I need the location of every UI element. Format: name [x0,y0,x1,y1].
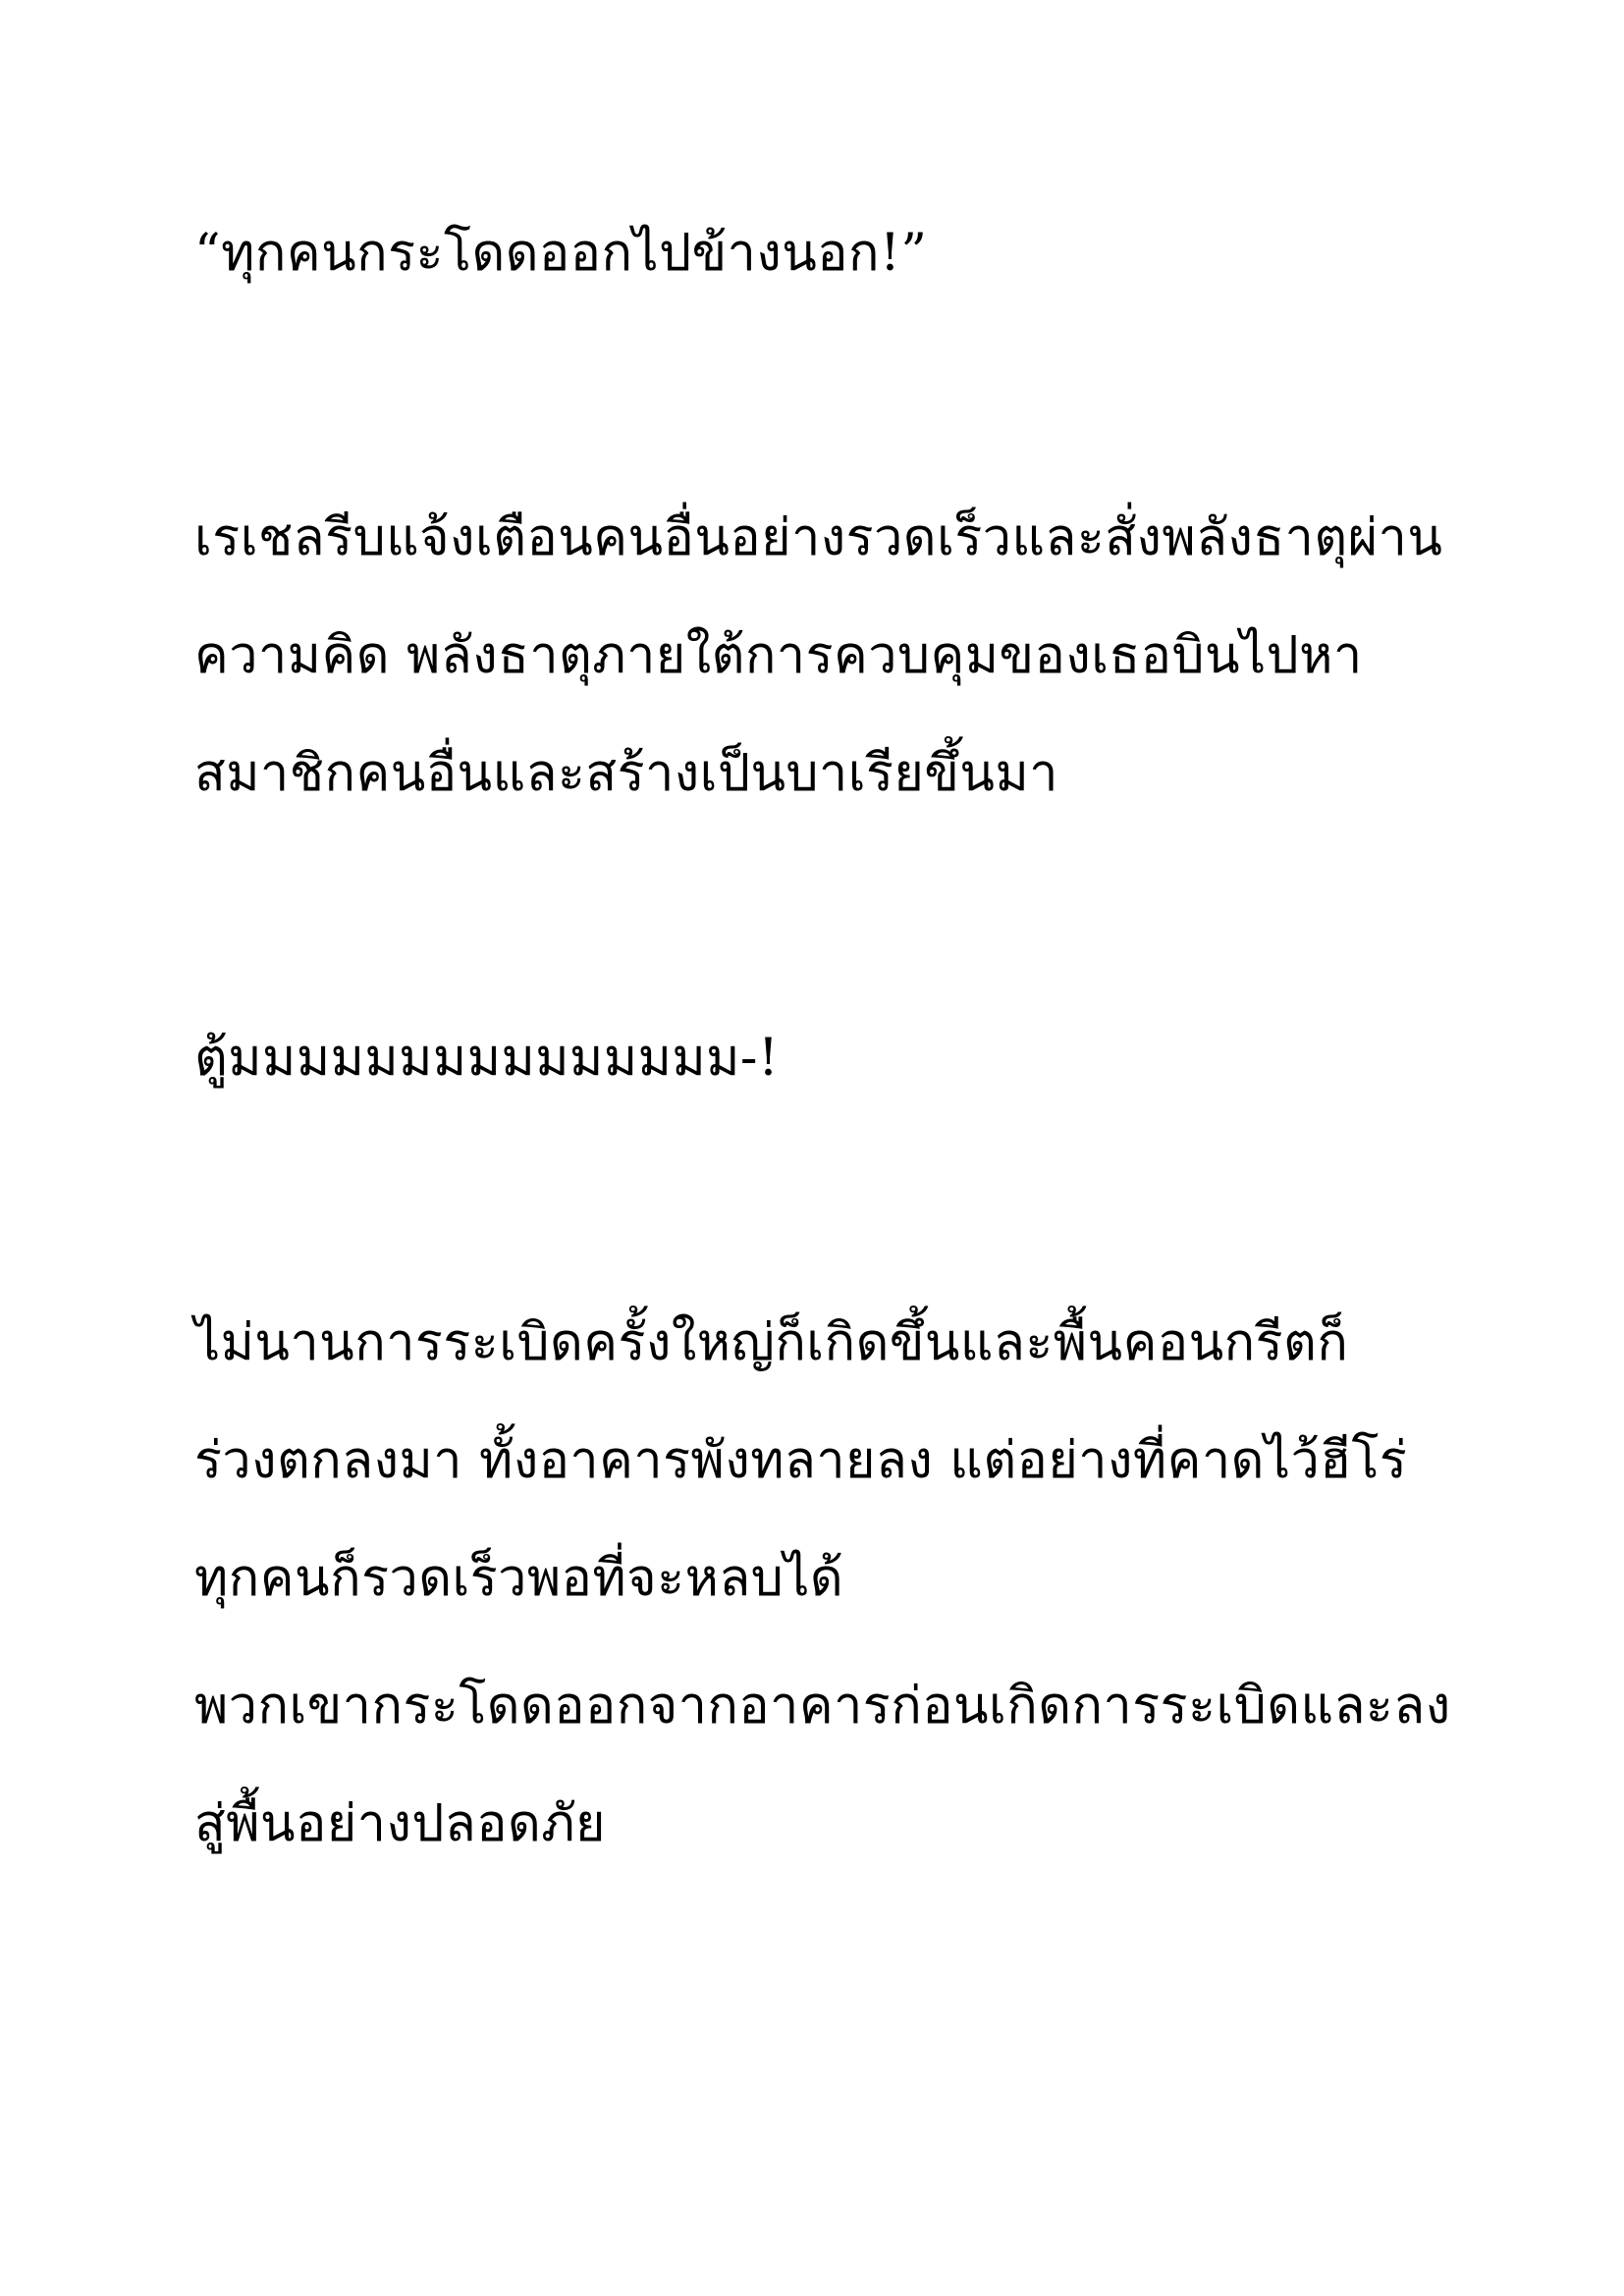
paragraph-line: ความคิด พลังธาตุภายใต้การควบคุมของเธอบินไปหา [194,626,1363,685]
paragraph-line: พวกเขากระโดดออกจากอาคารก่อนเกิดการระเบิดและลง [194,1677,1451,1735]
paragraph-line: สมาชิกคนอื่นและสร้างเป็นบาเรียขึ้นมา [194,744,1058,803]
paragraph-line: ร่วงตกลงมา ทั้งอาคารพังทลายลง แต่อย่างที่คาดไว้ฮีโร่ [194,1431,1408,1490]
paragraph-line: ไม่นานการระเบิดครั้งใหญ่ก็เกิดขึ้นและพื้นคอนกรีตก็ [194,1313,1349,1372]
dialogue-line: “ทุกคนกระโดดออกไปข้างนอก!” [194,224,928,283]
paragraph-line: สู่พื้นอย่างปลอดภัย [194,1794,606,1853]
paragraph-line: ทุกคนก็รวดเร็วพอที่จะหลบได้ [194,1549,844,1608]
paragraph-line: เรเชลรีบแจ้งเตือนคนอื่นอย่างรวดเร็วและสั่งพลังธาตุผ่าน [194,508,1443,567]
sound-effect-line: ตู้มมมมมมมมมมมมมมม-! [194,1029,780,1088]
